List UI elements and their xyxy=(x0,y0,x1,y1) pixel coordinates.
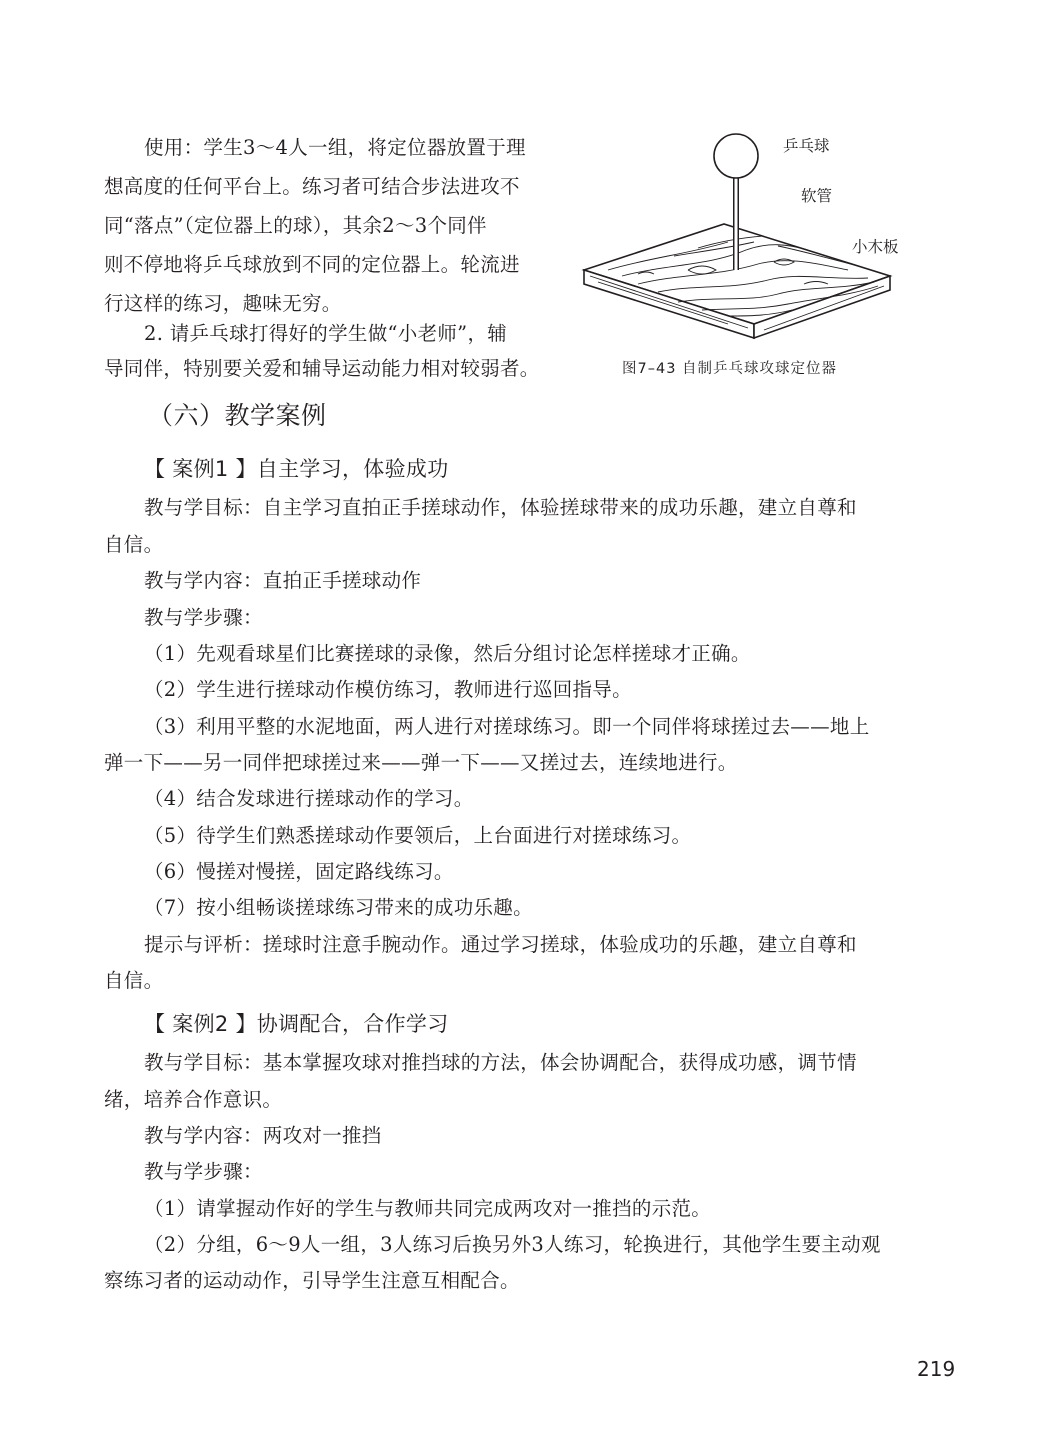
text-line: 想高度的任何平台上。练习者可结合步法进攻不 xyxy=(104,175,520,198)
text-line: （5）待学生们熟悉搓球动作要领后，上台面进行对搓球练习。 xyxy=(144,824,692,847)
text-line: 教与学步骤： xyxy=(144,606,263,629)
text-line: （2）学生进行搓球动作模仿练习，教师进行巡回指导。 xyxy=(144,678,632,701)
text-line: 教与学内容：两攻对一推挡 xyxy=(144,1124,382,1147)
text-line: 使用：学生3～4人一组，将定位器放置于理 xyxy=(144,136,526,159)
text-line: 弹一下——另一同伴把球搓过来——弹一下——又搓过去，连续地进行。 xyxy=(104,751,738,774)
label-tube: 软管 xyxy=(801,187,833,205)
text-line: 教与学步骤： xyxy=(144,1160,263,1183)
text-line: 自信。 xyxy=(104,969,164,992)
text-line: 教与学内容：直拍正手搓球动作 xyxy=(144,569,422,592)
section-title: （六）教学案例 xyxy=(148,401,327,430)
text-line: （3）利用平整的水泥地面，两人进行对搓球练习。即一个同伴将球搓过去——地上 xyxy=(144,715,870,738)
text-line: 同“落点”（定位器上的球），其余2～3个同伴 xyxy=(104,214,487,237)
text-line: 则不停地将乒乓球放到不同的定位器上。轮流进 xyxy=(104,253,520,276)
text-line: 绪，培养合作意识。 xyxy=(104,1088,283,1111)
text-line: 提示与评析：搓球时注意手腕动作。通过学习搓球，体验成功的乐趣，建立自尊和 xyxy=(144,933,857,956)
text-line: 行这样的练习，趣味无穷。 xyxy=(104,292,342,315)
text-line: 教与学目标：自主学习直拍正手搓球动作，体验搓球带来的成功乐趣，建立自尊和 xyxy=(144,496,857,519)
text-line: 察练习者的运动动作，引导学生注意互相配合。 xyxy=(104,1269,520,1292)
label-board: 小木板 xyxy=(852,238,899,256)
label-ball: 乒乓球 xyxy=(783,137,830,155)
page-number: 219 xyxy=(917,1357,956,1381)
text-line: （1）先观看球星们比赛搓球的录像，然后分组讨论怎样搓球才正确。 xyxy=(144,642,751,665)
text-line: （7）按小组畅谈搓球练习带来的成功乐趣。 xyxy=(144,896,533,919)
text-line: 教与学目标：基本掌握攻球对推挡球的方法，体会协调配合，获得成功感，调节情 xyxy=(144,1051,857,1074)
text-line: 导同伴，特别要关爱和辅导运动能力相对较弱者。 xyxy=(104,357,540,380)
text-line: 自信。 xyxy=(104,533,164,556)
text-line: （6）慢搓对慢搓，固定路线练习。 xyxy=(144,860,454,883)
text-line: （1）请掌握动作好的学生与教师共同完成两攻对一推挡的示范。 xyxy=(144,1197,712,1220)
text-line: 2. 请乒乓球打得好的学生做“小老师”，辅 xyxy=(144,322,508,345)
case-1-title: 【 案例1 】自主学习，体验成功 xyxy=(144,457,449,481)
figure-caption: 图7–43 自制乒乓球攻球定位器 xyxy=(622,361,838,377)
text-line: （4）结合发球进行搓球动作的学习。 xyxy=(144,787,474,810)
case-2-title: 【 案例2 】协调配合，合作学习 xyxy=(144,1012,449,1036)
text-line: （2）分组，6～9人一组，3人练习后换另外3人练习，轮换进行，其他学生要主动观 xyxy=(144,1233,881,1256)
